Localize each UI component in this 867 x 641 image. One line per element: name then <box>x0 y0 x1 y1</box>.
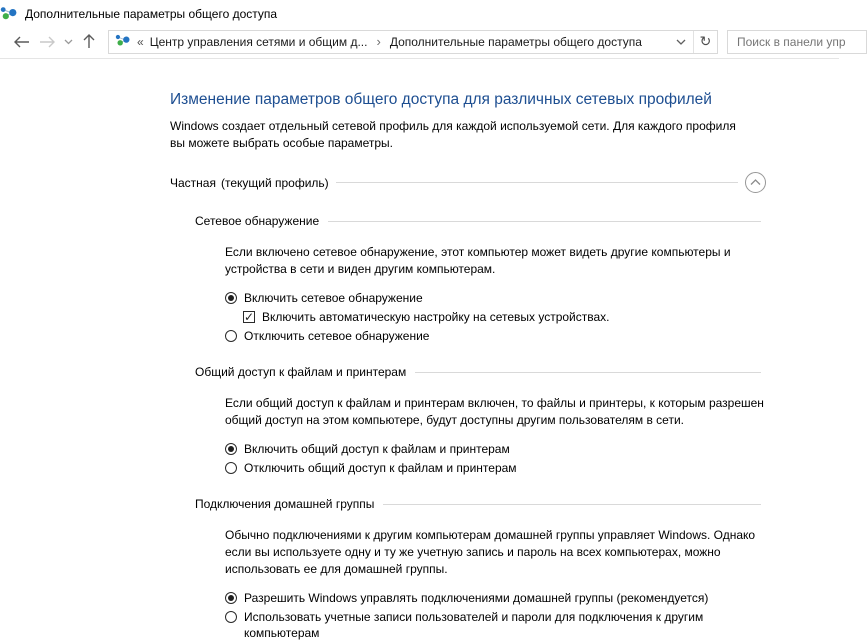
radio-icon[interactable] <box>225 592 237 604</box>
section-title: Сетевое обнаружение <box>195 214 320 229</box>
divider <box>383 504 761 505</box>
section-file-printer-sharing <box>195 365 839 476</box>
radio-use-user-accounts[interactable] <box>225 609 839 641</box>
network-sharing-icon <box>0 5 18 24</box>
breadcrumb-current[interactable]: Дополнительные параметры общего доступа <box>389 34 642 49</box>
radio-enable-network-discovery[interactable] <box>225 290 839 306</box>
window-title: Дополнительные параметры общего доступа <box>25 7 278 21</box>
address-bar[interactable] <box>108 30 718 54</box>
divider <box>336 182 738 183</box>
section-description: Обычно подключениями к другим компьютерам домашней группы управляет Windows. Однако если вы используете одну и ту же учетную запись и пароль на всех компьютерах, можно использовать ее для домашней группы. <box>225 528 756 576</box>
recent-pages-chevron-icon[interactable] <box>60 30 76 54</box>
option-label: Включить сетевое обнаружение <box>244 290 423 305</box>
search-box[interactable] <box>727 30 867 54</box>
chevron-up-icon <box>750 179 761 186</box>
collapse-profile-button[interactable] <box>745 172 766 193</box>
divider <box>415 372 761 373</box>
intro-text: Windows создает отдельный сетевой профиль для каждой используемой сети. Для каждого профиля вы можете выбрать особые параметры. <box>170 119 736 150</box>
checkbox-auto-setup-network-devices[interactable] <box>243 309 839 325</box>
search-input[interactable] <box>728 35 866 49</box>
divider <box>328 221 761 222</box>
page-content <box>0 59 839 641</box>
section-header <box>195 365 761 379</box>
radio-disable-file-printer-sharing[interactable] <box>225 460 839 476</box>
section-title: Подключения домашней группы <box>195 497 375 512</box>
section-description: Если общий доступ к файлам и принтерам включен, то файлы и принтеры, к которым разрешен общий доступ на этом компьютере, будут доступны другим пользователям в сети. <box>225 396 764 428</box>
forward-icon[interactable] <box>34 30 60 54</box>
page-title: Изменение параметров общего доступа для различных сетевых профилей <box>170 91 712 108</box>
section-network-discovery <box>195 214 839 344</box>
address-dropdown-chevron-icon[interactable] <box>669 31 693 53</box>
breadcrumb-separator-icon[interactable]: › <box>376 34 381 49</box>
radio-icon[interactable] <box>225 611 237 623</box>
option-label: Включить автоматическую настройку на сетевых устройствах. <box>262 309 610 324</box>
title-bar <box>0 0 839 28</box>
options-group <box>225 590 839 641</box>
checkbox-icon[interactable] <box>243 311 255 323</box>
navigation-toolbar <box>0 28 839 59</box>
profile-current-note: (текущий профиль) <box>220 175 329 190</box>
section-description: Если включено сетевое обнаружение, этот компьютер может видеть другие компьютеры и устройства в сети и виден другим компьютерам. <box>225 245 731 276</box>
profile-name: Частная <box>170 175 216 190</box>
up-icon[interactable] <box>76 30 102 54</box>
radio-icon[interactable] <box>225 330 237 342</box>
option-label: Использовать учетные записи пользователей и пароли для подключения к другим компьютерам <box>244 609 704 640</box>
breadcrumb-collapse-chevrons[interactable]: « <box>137 34 144 49</box>
profile-section-header <box>170 172 766 193</box>
address-network-icon <box>115 33 131 50</box>
option-label: Отключить сетевое обнаружение <box>244 329 430 344</box>
options-group <box>225 290 839 345</box>
breadcrumb-parent[interactable]: Центр управления сетями и общим д... <box>149 34 368 49</box>
option-label: Отключить общий доступ к файлам и принтерам <box>244 461 517 476</box>
options-group <box>225 441 839 476</box>
section-header <box>195 497 761 511</box>
radio-disable-network-discovery[interactable] <box>225 328 839 344</box>
radio-icon[interactable] <box>225 443 237 455</box>
radio-icon[interactable] <box>225 462 237 474</box>
radio-windows-manage-homegroup[interactable] <box>225 590 839 606</box>
radio-enable-file-printer-sharing[interactable] <box>225 441 839 457</box>
section-header <box>195 214 761 228</box>
back-icon[interactable] <box>8 30 34 54</box>
radio-icon[interactable] <box>225 292 237 304</box>
section-title: Общий доступ к файлам и принтерам <box>195 365 407 380</box>
option-label: Включить общий доступ к файлам и принтерам <box>244 441 510 456</box>
section-homegroup-connections <box>195 497 839 641</box>
option-label: Разрешить Windows управлять подключениями домашней группы (рекомендуется) <box>244 590 709 605</box>
refresh-icon[interactable]: ↻ <box>693 31 717 53</box>
